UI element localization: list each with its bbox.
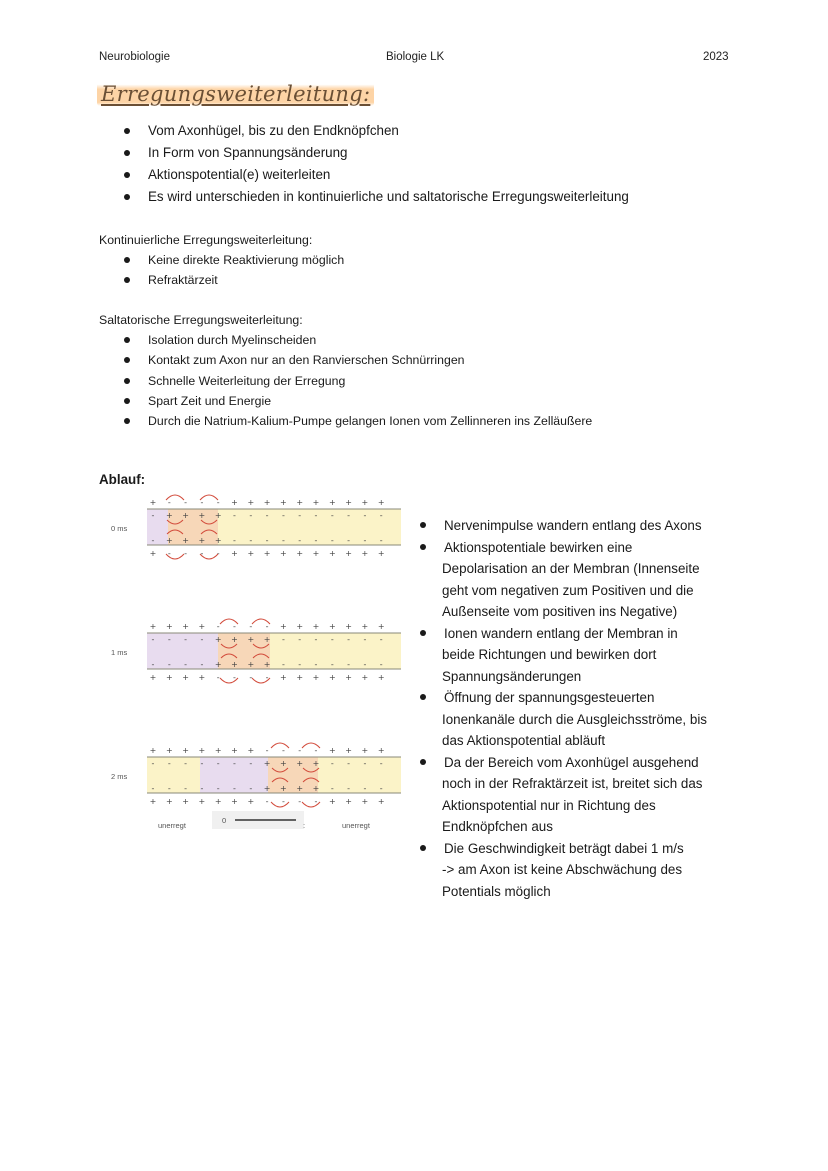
charge-sign: - (265, 746, 269, 755)
charge-sign: - (265, 511, 269, 520)
list-item: Schnelle Weiterleitung der Erregung (148, 373, 592, 393)
active-zone-1 (218, 633, 270, 669)
charge-sign: - (314, 797, 318, 806)
charge-sign: - (167, 784, 171, 793)
charge-sign: - (281, 797, 285, 806)
charge-sign: + (296, 673, 304, 682)
current-arrow-outer-bottom (271, 802, 289, 807)
list-item-continuation: Spannungsänderungen (442, 668, 582, 684)
charge-sign: + (361, 746, 369, 755)
charge-sign: - (249, 784, 253, 793)
charge-sign: - (298, 511, 302, 520)
list-item: Da der Bereich vom Axonhügel ausgehend (444, 752, 707, 774)
charge-sign: - (363, 784, 367, 793)
list-item: Öffnung der spannungsgesteuerten (444, 687, 707, 709)
charge-sign: - (216, 549, 220, 558)
charge-sign: - (281, 746, 285, 755)
charge-sign: - (184, 635, 188, 644)
charge-sign: - (298, 536, 302, 545)
refractory-zone-0 (147, 509, 168, 545)
charge-sign: + (361, 622, 369, 631)
charge-sign: + (198, 511, 206, 520)
charge-sign: + (247, 797, 255, 806)
charge-sign: - (314, 660, 318, 669)
charge-sign: - (184, 759, 188, 768)
charge-sign: + (296, 622, 304, 631)
charge-sign: + (198, 536, 206, 545)
charge-sign: + (312, 759, 320, 768)
charge-sign: + (231, 660, 238, 669)
list-item-continuation: beide Richtungen und bewirken dort (442, 647, 657, 662)
list-item-continuation: -> am Axon ist keine Abschwächung des (442, 862, 683, 877)
charge-sign: + (312, 784, 320, 793)
charge-sign: - (216, 784, 220, 793)
page-title: Erregungsweiterleitung: (97, 82, 374, 106)
charge-sign: + (198, 622, 206, 631)
charge-sign: + (198, 797, 206, 806)
list-item-continuation: Außenseite vom positiven ins Negative) (442, 604, 678, 619)
charge-sign: + (345, 549, 352, 558)
time-label-0ms: 0 ms (111, 524, 128, 533)
list-item: Keine direkte Reaktivierung möglich (148, 252, 344, 272)
charge-sign: - (184, 660, 188, 669)
charge-sign: + (345, 673, 352, 682)
charge-sign: - (379, 660, 383, 669)
charge-sign: + (328, 622, 336, 631)
charge-sign: - (363, 536, 367, 545)
charge-sign: - (184, 498, 188, 507)
charge-sign: - (298, 635, 302, 644)
label-unerregt-right: unerregt (342, 821, 370, 830)
charge-sign: + (263, 549, 271, 558)
charge-sign: + (328, 673, 336, 682)
list-item: Refraktärzeit (148, 272, 344, 292)
charge-sign: + (182, 797, 189, 806)
charge-sign: - (347, 784, 351, 793)
charge-sign: + (149, 498, 157, 507)
charge-sign: + (149, 549, 157, 558)
charge-sign: + (149, 746, 157, 755)
charge-sign: + (263, 759, 271, 768)
charge-sign: + (328, 746, 336, 755)
charge-sign: - (330, 784, 334, 793)
charge-sign: + (263, 635, 271, 644)
charge-sign: + (280, 784, 287, 793)
charge-sign: - (379, 784, 383, 793)
charge-sign: - (330, 660, 334, 669)
charge-sign: + (198, 746, 206, 755)
charge-sign: + (214, 660, 222, 669)
list-item: Vom Axonhügel, bis zu den Endknöpfchen (148, 122, 629, 144)
header-subject: Neurobiologie (99, 51, 170, 63)
charge-sign: + (214, 797, 222, 806)
charge-sign: + (165, 536, 173, 545)
charge-sign: + (345, 622, 352, 631)
charge-sign: + (149, 797, 157, 806)
charge-sign: + (165, 511, 173, 520)
current-arrow-outer-top (271, 743, 289, 748)
charge-sign: + (263, 784, 271, 793)
list-item: Kontakt zum Axon nur an den Ranvierschen Schnürringen (148, 352, 592, 372)
charge-sign: - (167, 660, 171, 669)
charge-sign: - (184, 549, 188, 558)
charge-sign: - (379, 511, 383, 520)
list-item-continuation: das Aktionspotential abläuft (442, 733, 606, 748)
charge-sign: - (233, 673, 236, 682)
charge-sign: + (361, 549, 369, 558)
list-item-continuation: Ionenkanäle durch die Ausgleichsströme, bis (442, 711, 707, 727)
charge-sign: + (149, 622, 157, 631)
charge-sign: - (298, 797, 302, 806)
charge-sign: + (377, 797, 385, 806)
charge-sign: + (214, 746, 222, 755)
charge-sign: - (200, 759, 204, 768)
charge-sign: - (265, 536, 269, 545)
charge-sign: - (281, 660, 285, 669)
charge-sign: + (280, 622, 287, 631)
charge-sign: - (347, 511, 351, 520)
charge-sign: + (182, 511, 189, 520)
charge-sign: - (330, 635, 334, 644)
charge-sign: + (231, 635, 238, 644)
charge-sign: - (347, 536, 351, 545)
charge-sign: + (377, 746, 385, 755)
charge-sign: + (296, 549, 304, 558)
charge-sign: - (314, 635, 318, 644)
charge-sign: - (151, 759, 155, 768)
charge-sign: - (216, 622, 220, 631)
charge-sign: - (216, 673, 220, 682)
active-zone-2 (268, 757, 318, 793)
charge-sign: + (377, 498, 385, 507)
charge-sign: - (314, 536, 318, 545)
charge-sign: - (249, 536, 253, 545)
list-item: Die Geschwindigkeit beträgt dabei 1 m/s (444, 838, 707, 860)
list-item-continuation: Depolarisation an der Membran (Innenseite (442, 561, 700, 576)
charge-sign: - (363, 759, 367, 768)
charge-sign: + (280, 673, 287, 682)
charge-sign: + (214, 635, 222, 644)
charge-sign: - (379, 635, 383, 644)
charge-sign: - (330, 536, 334, 545)
charge-sign: + (182, 622, 189, 631)
active-zone-0 (165, 509, 218, 545)
charge-sign: - (249, 673, 253, 682)
charge-sign: - (298, 660, 302, 669)
charge-sign: - (233, 536, 236, 545)
list-item: In Form von Spannungsänderung (148, 144, 629, 166)
charge-sign: - (233, 784, 236, 793)
charge-sign: + (280, 759, 287, 768)
charge-sign: - (151, 784, 155, 793)
charge-sign: - (379, 536, 383, 545)
charge-sign: - (281, 536, 285, 545)
charge-sign: + (263, 498, 271, 507)
charge-sign: + (182, 746, 189, 755)
charge-sign: - (167, 498, 171, 507)
refractory-zone-1 (147, 633, 218, 669)
list-item: Nervenimpulse wandern entlang des Axons (444, 515, 707, 537)
charge-sign: + (296, 759, 304, 768)
charge-sign: + (377, 549, 385, 558)
charge-sign: + (312, 549, 320, 558)
charge-sign: - (200, 498, 204, 507)
charge-sign: + (247, 549, 255, 558)
charge-sign: - (249, 759, 253, 768)
charge-sign: - (330, 511, 334, 520)
charge-sign: + (165, 746, 173, 755)
charge-sign: - (265, 673, 269, 682)
charge-sign: - (151, 660, 155, 669)
charge-sign: - (363, 635, 367, 644)
charge-sign: - (347, 759, 351, 768)
charge-sign: + (165, 622, 173, 631)
charge-sign: + (280, 498, 287, 507)
charge-sign: - (200, 660, 204, 669)
charge-sign: + (328, 797, 336, 806)
charge-sign: - (200, 784, 204, 793)
charge-sign: + (231, 549, 238, 558)
ablauf-heading: Ablauf: (99, 472, 146, 487)
list-item: Spart Zeit und Energie (148, 393, 592, 413)
charge-sign: - (330, 759, 334, 768)
charge-sign: + (345, 498, 352, 507)
charge-sign: + (312, 498, 320, 507)
list-item: Isolation durch Myelinscheiden (148, 332, 592, 352)
charge-sign: - (265, 622, 269, 631)
slider-end-mark: : (303, 821, 306, 830)
charge-sign: + (377, 673, 385, 682)
charge-sign: + (165, 673, 173, 682)
charge-sign: + (296, 498, 304, 507)
charge-sign: + (214, 511, 222, 520)
charge-sign: + (149, 673, 157, 682)
charge-sign: + (328, 498, 336, 507)
charge-sign: + (247, 746, 255, 755)
charge-sign: + (247, 498, 255, 507)
charge-sign: + (361, 498, 369, 507)
header-year: 2023 (703, 51, 729, 63)
charge-sign: - (167, 759, 171, 768)
charge-sign: - (200, 635, 204, 644)
list-item-continuation: noch in der Refraktärzeit ist, breitet sich das (442, 776, 703, 791)
charge-sign: + (182, 536, 189, 545)
list-item-continuation: geht vom negativen zum Positiven und die (442, 582, 694, 598)
charge-sign: + (312, 622, 320, 631)
charge-sign: - (200, 549, 204, 558)
charge-sign: + (345, 746, 352, 755)
charge-sign: + (361, 797, 369, 806)
kontinuierlich-heading: Kontinuierliche Erregungsweiterleitung: (99, 233, 313, 247)
ablauf-bullet-list (444, 515, 707, 902)
header-course: Biologie LK (386, 51, 445, 63)
charge-sign: - (249, 622, 253, 631)
charge-sign: - (281, 511, 285, 520)
charge-sign: + (231, 746, 238, 755)
charge-sign: - (379, 759, 383, 768)
charge-sign: + (231, 498, 238, 507)
charge-sign: + (361, 673, 369, 682)
label-unerregt-left: unerregt (158, 821, 186, 830)
list-item-continuation: Endknöpfchen aus (442, 819, 553, 834)
charge-sign: + (198, 673, 206, 682)
charge-sign: - (216, 759, 220, 768)
charge-sign: - (347, 635, 351, 644)
list-item: Es wird unterschieden in kontinuierliche und saltatorische Erregungsweiterleitung (148, 188, 629, 210)
charge-sign: - (347, 660, 351, 669)
list-item: Durch die Natrium-Kalium-Pumpe gelangen Ionen vom Zellinneren ins Zelläußere (148, 413, 592, 433)
charge-sign: - (167, 549, 171, 558)
charge-sign: - (233, 759, 236, 768)
charge-sign: + (328, 549, 336, 558)
charge-sign: + (182, 673, 189, 682)
slider-value: 0 (222, 816, 227, 825)
list-item: Ionen wandern entlang der Membran in (444, 623, 707, 645)
charge-sign: - (314, 511, 318, 520)
charge-sign: - (281, 635, 285, 644)
charge-sign: - (314, 746, 318, 755)
charge-sign: - (233, 511, 236, 520)
charge-sign: + (312, 673, 320, 682)
charge-sign: + (165, 797, 173, 806)
list-item-continuation: Aktionspotential nur in Richtung des (442, 797, 656, 813)
charge-sign: - (167, 635, 171, 644)
charge-sign: + (231, 797, 238, 806)
charge-sign: - (363, 660, 367, 669)
time-label-2ms: 2 ms (111, 772, 128, 781)
saltatorisch-heading: Saltatorische Erregungsweiterleitung: (99, 313, 303, 327)
list-item-continuation: Potentials möglich (442, 883, 551, 899)
charge-sign: + (377, 622, 385, 631)
charge-sign: + (345, 797, 352, 806)
charge-sign: - (363, 511, 367, 520)
charge-sign: - (233, 622, 236, 631)
charge-sign: + (280, 549, 287, 558)
charge-sign: - (184, 784, 188, 793)
charge-sign: + (263, 660, 271, 669)
charge-sign: - (151, 511, 155, 520)
charge-sign: + (214, 536, 222, 545)
list-item: Aktionspotentiale bewirken eine (444, 537, 707, 559)
charge-sign: + (296, 784, 304, 793)
charge-sign: - (216, 498, 220, 507)
list-item: Aktionspotential(e) weiterleiten (148, 166, 629, 188)
charge-sign: - (151, 536, 155, 545)
charge-sign: - (151, 635, 155, 644)
charge-sign: + (247, 660, 255, 669)
charge-sign: - (298, 746, 302, 755)
charge-sign: - (249, 511, 253, 520)
time-label-1ms: 1 ms (111, 648, 128, 657)
charge-sign: + (247, 635, 255, 644)
charge-sign: - (265, 797, 269, 806)
